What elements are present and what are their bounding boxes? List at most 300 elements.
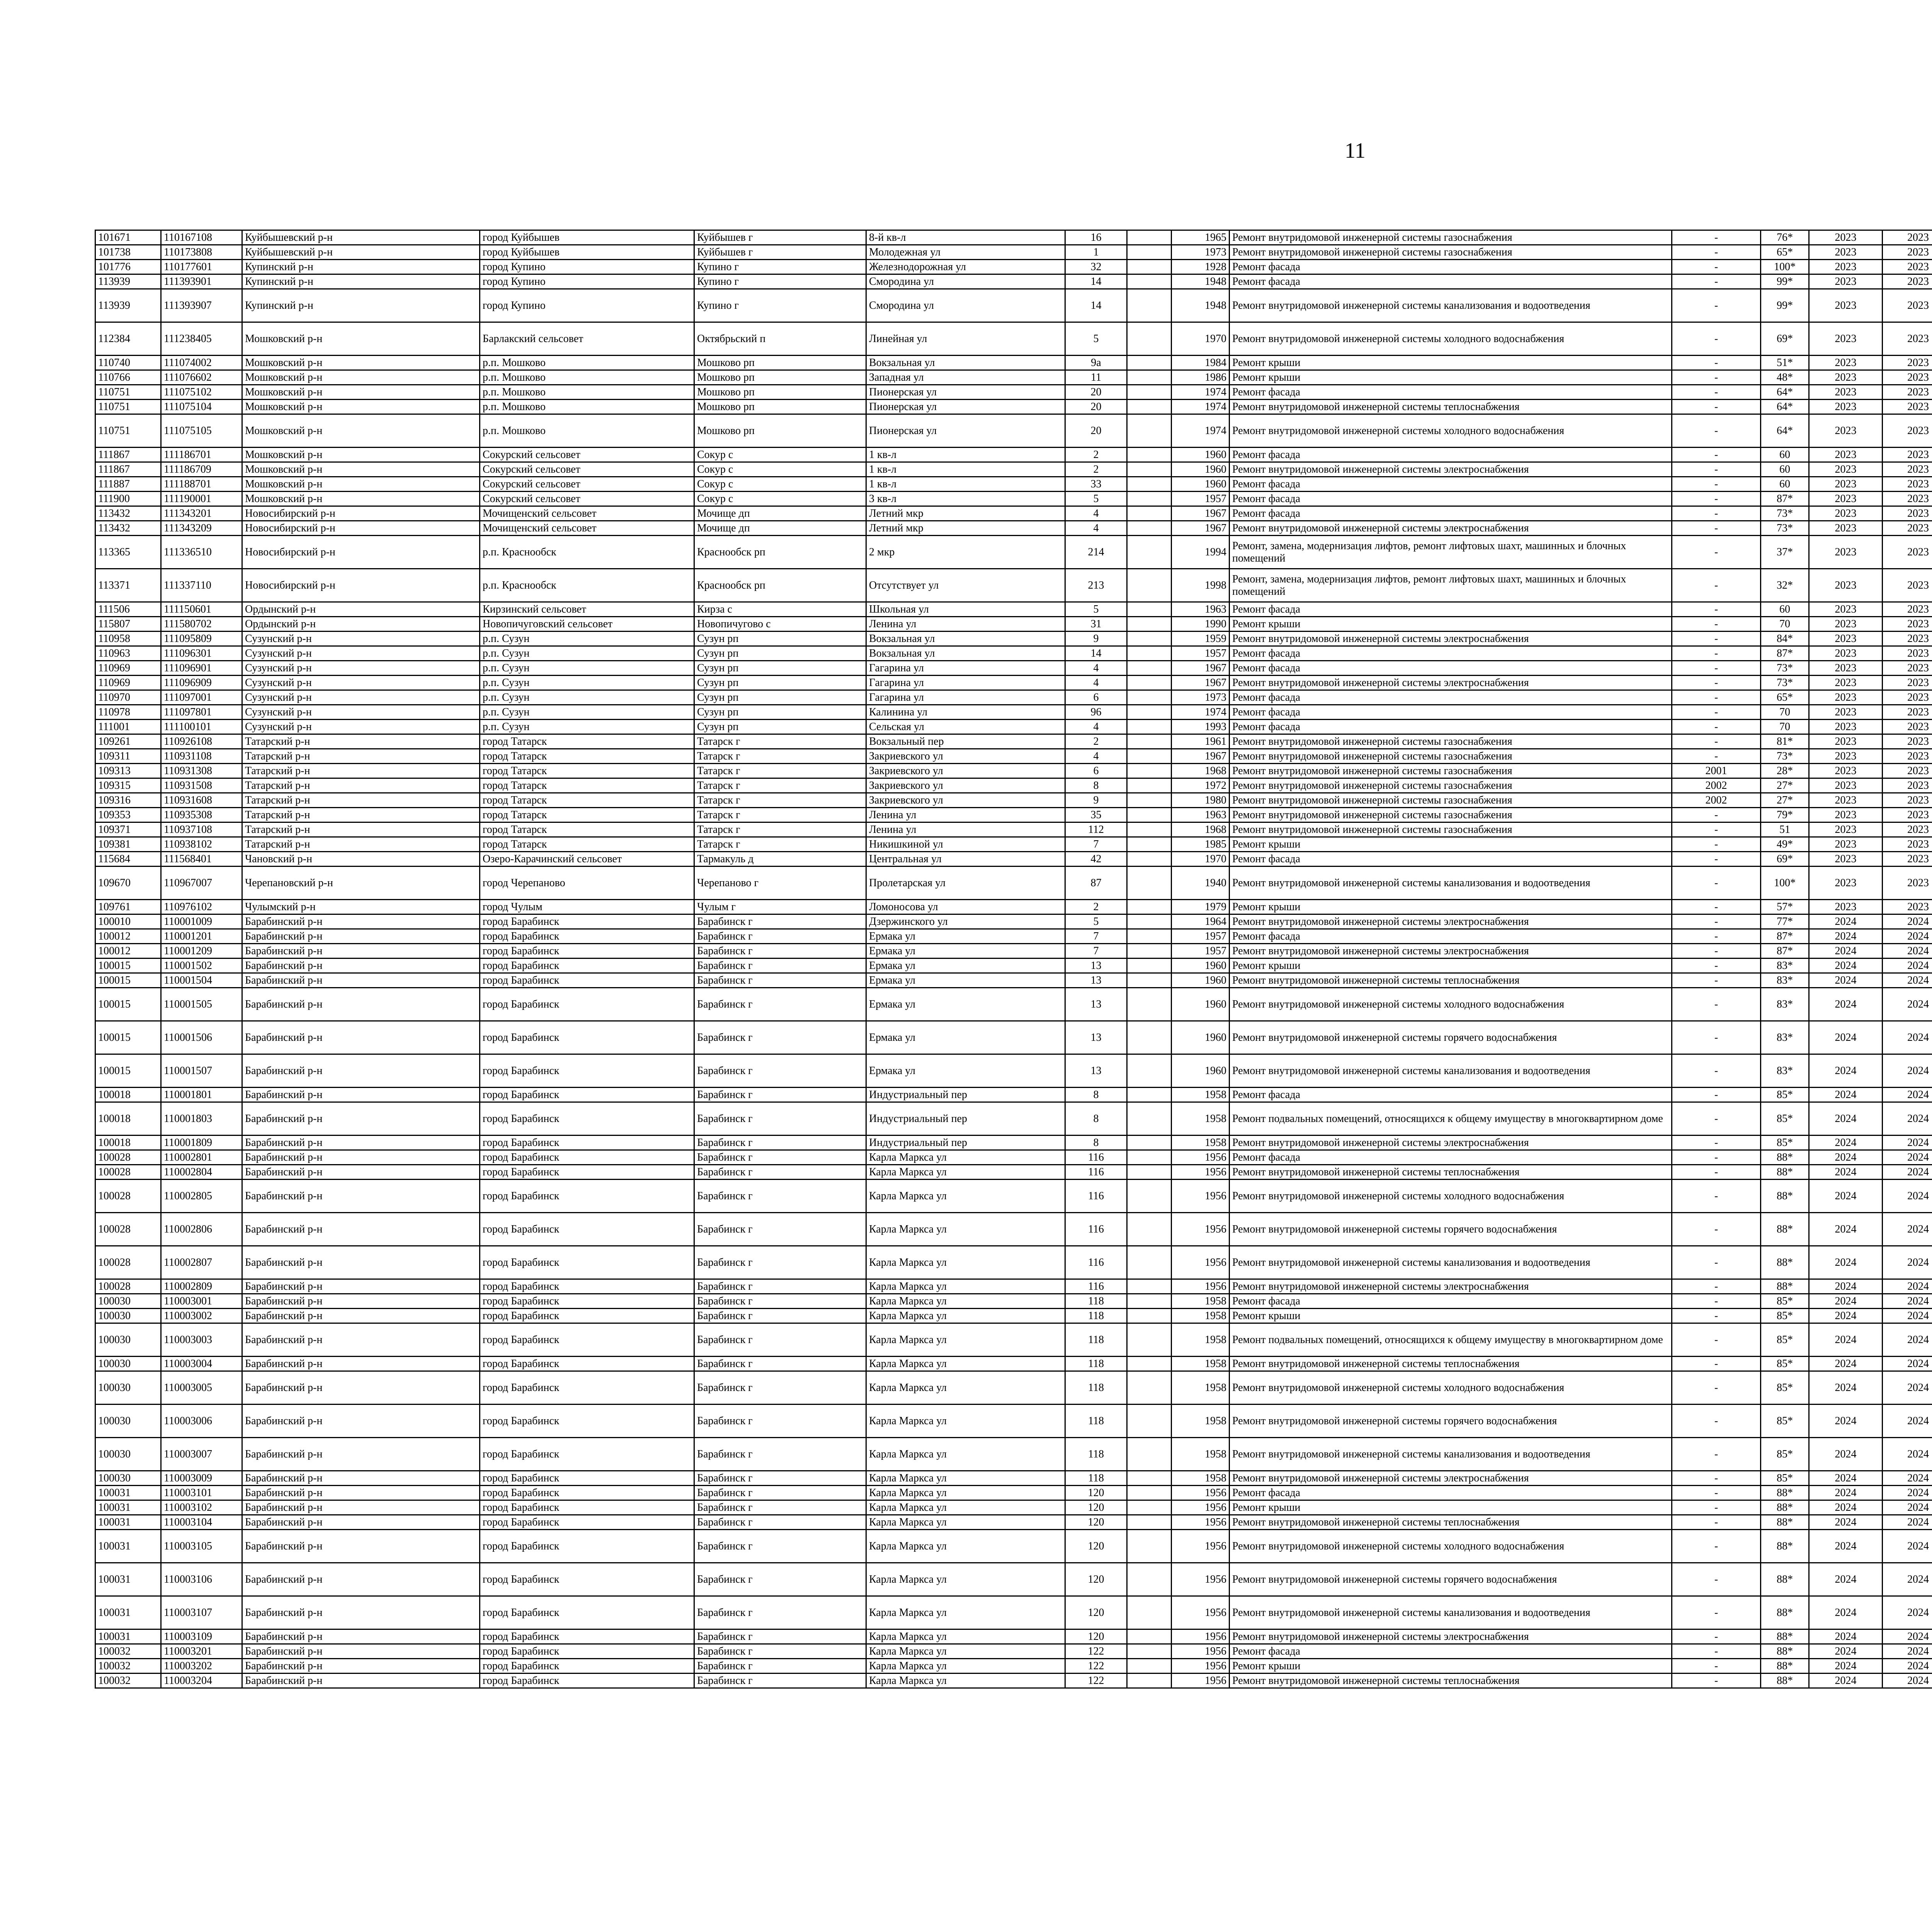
street-cell: Школьная ул: [866, 602, 1065, 617]
year-last-repair-cell: -: [1672, 661, 1761, 676]
plan-start-year-cell: 2024: [1809, 1500, 1883, 1515]
work-id-cell: 111188701: [161, 477, 242, 492]
work-type-cell: Ремонт внутридомовой инженерной системы газоснабжения: [1230, 245, 1672, 260]
year-last-repair-cell: -: [1672, 322, 1761, 356]
year-built-cell: 1957: [1172, 929, 1230, 944]
table-row: [95, 1150, 1932, 1165]
work-type-cell: Ремонт крыши: [1230, 370, 1672, 385]
municipality-cell: город Барабинск: [480, 1500, 694, 1515]
district-cell: Барабинский р-н: [242, 1054, 480, 1088]
house-id-cell: 110958: [95, 632, 161, 646]
table-row: [95, 929, 1932, 944]
table-row: [95, 808, 1932, 822]
street-cell: Пионерская ул: [866, 414, 1065, 448]
plan-end-year-cell: 2024: [1883, 1246, 1932, 1279]
table-row: [95, 1659, 1932, 1674]
work-id-cell: 111238405: [161, 322, 242, 356]
plan-start-year-cell: 2023: [1809, 720, 1883, 734]
work-type-cell: Ремонт, замена, модернизация лифтов, ремонт лифтовых шахт, машинных и блочных помещений: [1230, 536, 1672, 569]
year-built-cell: 1965: [1172, 230, 1230, 245]
work-type-cell: Ремонт внутридомовой инженерной системы газоснабжения: [1230, 749, 1672, 764]
table-row: [95, 1405, 1932, 1438]
street-cell: Отсутствует ул: [866, 569, 1065, 602]
plan-end-year-cell: 2023: [1883, 661, 1932, 676]
year-last-repair-cell: -: [1672, 676, 1761, 690]
year-built-cell: 1958: [1172, 1438, 1230, 1471]
plan-end-year-cell: 2024: [1883, 1150, 1932, 1165]
house-number-cell: 6: [1065, 764, 1127, 778]
table-row: [95, 837, 1932, 852]
municipality-cell: город Барабинск: [480, 1471, 694, 1486]
year-last-repair-cell: 2002: [1672, 793, 1761, 808]
table-row: [95, 973, 1932, 988]
plan-end-year-cell: 2023: [1883, 521, 1932, 536]
table-row: [95, 245, 1932, 260]
settlement-cell: Барабинск г: [694, 929, 866, 944]
house-id-cell: 110751: [95, 414, 161, 448]
building-cell: [1127, 569, 1172, 602]
building-cell: [1127, 506, 1172, 521]
settlement-cell: Барабинск г: [694, 1213, 866, 1246]
house-id-cell: 100018: [95, 1136, 161, 1150]
year-built-cell: 1956: [1172, 1213, 1230, 1246]
settlement-cell: Барабинск г: [694, 1486, 866, 1500]
street-cell: Гагарина ул: [866, 661, 1065, 676]
work-id-cell: 111186701: [161, 448, 242, 462]
house-number-cell: 4: [1065, 506, 1127, 521]
house-number-cell: 16: [1065, 230, 1127, 245]
building-cell: [1127, 929, 1172, 944]
building-cell: [1127, 1150, 1172, 1165]
street-cell: Карла Маркса ул: [866, 1279, 1065, 1294]
house-number-cell: 33: [1065, 477, 1127, 492]
plan-end-year-cell: 2023: [1883, 852, 1932, 867]
work-type-cell: Ремонт фасада: [1230, 1150, 1672, 1165]
wear-percent-cell: 85*: [1761, 1405, 1809, 1438]
work-type-cell: Ремонт внутридомовой инженерной системы канализования и водоотведения: [1230, 289, 1672, 322]
house-number-cell: 4: [1065, 676, 1127, 690]
work-type-cell: Ремонт крыши: [1230, 356, 1672, 370]
district-cell: Новосибирский р-н: [242, 521, 480, 536]
table-row: [95, 506, 1932, 521]
wear-percent-cell: 27*: [1761, 778, 1809, 793]
wear-percent-cell: 88*: [1761, 1515, 1809, 1530]
municipality-cell: город Барабинск: [480, 1054, 694, 1088]
municipality-cell: р.п. Сузун: [480, 646, 694, 661]
work-type-cell: Ремонт фасада: [1230, 646, 1672, 661]
table-row: [95, 1021, 1932, 1054]
year-built-cell: 1974: [1172, 705, 1230, 720]
street-cell: Центральная ул: [866, 852, 1065, 867]
wear-percent-cell: 32*: [1761, 569, 1809, 602]
work-id-cell: 110003201: [161, 1644, 242, 1659]
house-id-cell: 109761: [95, 900, 161, 914]
work-type-cell: Ремонт фасада: [1230, 492, 1672, 506]
street-cell: Закриевского ул: [866, 793, 1065, 808]
street-cell: Закриевского ул: [866, 778, 1065, 793]
plan-end-year-cell: 2024: [1883, 1500, 1932, 1515]
settlement-cell: Купино г: [694, 289, 866, 322]
district-cell: Мошковский р-н: [242, 492, 480, 506]
work-id-cell: 110003006: [161, 1405, 242, 1438]
house-number-cell: 8: [1065, 1102, 1127, 1136]
district-cell: Барабинский р-н: [242, 1674, 480, 1688]
year-last-repair-cell: -: [1672, 1357, 1761, 1371]
year-built-cell: 1956: [1172, 1563, 1230, 1596]
street-cell: Дзержинского ул: [866, 914, 1065, 929]
work-id-cell: 110003004: [161, 1357, 242, 1371]
table-row: [95, 632, 1932, 646]
year-built-cell: 1958: [1172, 1405, 1230, 1438]
year-built-cell: 1990: [1172, 617, 1230, 632]
year-built-cell: 1956: [1172, 1674, 1230, 1688]
plan-start-year-cell: 2024: [1809, 1644, 1883, 1659]
plan-start-year-cell: 2023: [1809, 536, 1883, 569]
settlement-cell: Сузун рп: [694, 690, 866, 705]
work-id-cell: 110001201: [161, 929, 242, 944]
work-id-cell: 110003104: [161, 1515, 242, 1530]
settlement-cell: Мошково рп: [694, 414, 866, 448]
settlement-cell: Октябрьский п: [694, 322, 866, 356]
street-cell: Индустриальный пер: [866, 1088, 1065, 1102]
year-last-repair-cell: -: [1672, 1323, 1761, 1357]
building-cell: [1127, 793, 1172, 808]
house-number-cell: 116: [1065, 1279, 1127, 1294]
municipality-cell: р.п. Сузун: [480, 661, 694, 676]
plan-start-year-cell: 2023: [1809, 356, 1883, 370]
building-cell: [1127, 1088, 1172, 1102]
work-type-cell: Ремонт подвальных помещений, относящихся к общему имуществу в многоквартирном доме: [1230, 1102, 1672, 1136]
street-cell: Пионерская ул: [866, 385, 1065, 400]
year-built-cell: 1974: [1172, 385, 1230, 400]
municipality-cell: город Татарск: [480, 808, 694, 822]
plan-end-year-cell: 2023: [1883, 289, 1932, 322]
plan-start-year-cell: 2023: [1809, 289, 1883, 322]
year-built-cell: 1956: [1172, 1629, 1230, 1644]
district-cell: Барабинский р-н: [242, 988, 480, 1021]
year-built-cell: 1956: [1172, 1246, 1230, 1279]
year-built-cell: 1956: [1172, 1165, 1230, 1180]
municipality-cell: город Барабинск: [480, 1596, 694, 1629]
district-cell: Мошковский р-н: [242, 370, 480, 385]
building-cell: [1127, 356, 1172, 370]
street-cell: Карла Маркса ул: [866, 1150, 1065, 1165]
year-last-repair-cell: -: [1672, 1674, 1761, 1688]
year-last-repair-cell: -: [1672, 1180, 1761, 1213]
table-row: [95, 1596, 1932, 1629]
house-number-cell: 213: [1065, 569, 1127, 602]
street-cell: Карла Маркса ул: [866, 1405, 1065, 1438]
capital-repair-table: [95, 230, 1932, 1689]
street-cell: Карла Маркса ул: [866, 1515, 1065, 1530]
building-cell: [1127, 1674, 1172, 1688]
street-cell: Никишкиной ул: [866, 837, 1065, 852]
plan-end-year-cell: 2023: [1883, 900, 1932, 914]
municipality-cell: город Барабинск: [480, 1309, 694, 1323]
house-number-cell: 120: [1065, 1486, 1127, 1500]
street-cell: Железнодорожная ул: [866, 260, 1065, 274]
municipality-cell: город Барабинск: [480, 1165, 694, 1180]
plan-end-year-cell: 2024: [1883, 929, 1932, 944]
year-last-repair-cell: -: [1672, 448, 1761, 462]
work-id-cell: 111075104: [161, 400, 242, 414]
wear-percent-cell: 88*: [1761, 1213, 1809, 1246]
house-id-cell: 100030: [95, 1471, 161, 1486]
building-cell: [1127, 230, 1172, 245]
plan-start-year-cell: 2023: [1809, 734, 1883, 749]
work-id-cell: 111096301: [161, 646, 242, 661]
settlement-cell: Новопичугово с: [694, 617, 866, 632]
table-row: [95, 852, 1932, 867]
year-built-cell: 1974: [1172, 414, 1230, 448]
work-type-cell: Ремонт внутридомовой инженерной системы канализования и водоотведения: [1230, 1054, 1672, 1088]
settlement-cell: Татарск г: [694, 793, 866, 808]
wear-percent-cell: 65*: [1761, 245, 1809, 260]
district-cell: Барабинский р-н: [242, 1246, 480, 1279]
work-id-cell: 110976102: [161, 900, 242, 914]
work-id-cell: 110001209: [161, 944, 242, 958]
settlement-cell: Мошково рп: [694, 356, 866, 370]
year-built-cell: 1956: [1172, 1530, 1230, 1563]
wear-percent-cell: 83*: [1761, 1054, 1809, 1088]
street-cell: Линейная ул: [866, 322, 1065, 356]
plan-start-year-cell: 2023: [1809, 690, 1883, 705]
municipality-cell: Сокурский сельсовет: [480, 462, 694, 477]
year-built-cell: 1984: [1172, 356, 1230, 370]
work-type-cell: Ремонт внутридомовой инженерной системы электроснабжения: [1230, 944, 1672, 958]
plan-start-year-cell: 2023: [1809, 676, 1883, 690]
wear-percent-cell: 88*: [1761, 1486, 1809, 1500]
year-last-repair-cell: -: [1672, 1165, 1761, 1180]
work-id-cell: 111393907: [161, 289, 242, 322]
district-cell: Сузунский р-н: [242, 632, 480, 646]
house-number-cell: 14: [1065, 646, 1127, 661]
district-cell: Ордынский р-н: [242, 602, 480, 617]
year-last-repair-cell: -: [1672, 1486, 1761, 1500]
house-id-cell: 101776: [95, 260, 161, 274]
building-cell: [1127, 988, 1172, 1021]
municipality-cell: город Барабинск: [480, 1246, 694, 1279]
plan-start-year-cell: 2024: [1809, 1371, 1883, 1405]
work-type-cell: Ремонт внутридомовой инженерной системы электроснабжения: [1230, 914, 1672, 929]
table-row: [95, 230, 1932, 245]
street-cell: Карла Маркса ул: [866, 1165, 1065, 1180]
house-id-cell: 100031: [95, 1500, 161, 1515]
table-row: [95, 867, 1932, 900]
work-id-cell: 110002805: [161, 1180, 242, 1213]
house-id-cell: 100028: [95, 1150, 161, 1165]
year-last-repair-cell: -: [1672, 536, 1761, 569]
house-id-cell: 100031: [95, 1530, 161, 1563]
settlement-cell: Мочище дп: [694, 506, 866, 521]
house-id-cell: 100030: [95, 1294, 161, 1309]
house-number-cell: 13: [1065, 1054, 1127, 1088]
work-type-cell: Ремонт внутридомовой инженерной системы горячего водоснабжения: [1230, 1021, 1672, 1054]
settlement-cell: Барабинск г: [694, 1530, 866, 1563]
house-number-cell: 87: [1065, 867, 1127, 900]
wear-percent-cell: 60: [1761, 602, 1809, 617]
wear-percent-cell: 85*: [1761, 1136, 1809, 1150]
year-last-repair-cell: -: [1672, 260, 1761, 274]
plan-end-year-cell: 2023: [1883, 617, 1932, 632]
wear-percent-cell: 28*: [1761, 764, 1809, 778]
street-cell: Карла Маркса ул: [866, 1629, 1065, 1644]
year-last-repair-cell: -: [1672, 569, 1761, 602]
settlement-cell: Сокур с: [694, 477, 866, 492]
plan-start-year-cell: 2023: [1809, 852, 1883, 867]
plan-end-year-cell: 2023: [1883, 506, 1932, 521]
municipality-cell: Сокурский сельсовет: [480, 477, 694, 492]
building-cell: [1127, 385, 1172, 400]
settlement-cell: Барабинск г: [694, 958, 866, 973]
work-id-cell: 111074002: [161, 356, 242, 370]
work-id-cell: 110003005: [161, 1371, 242, 1405]
settlement-cell: Барабинск г: [694, 973, 866, 988]
house-id-cell: 100032: [95, 1644, 161, 1659]
table-row: [95, 1054, 1932, 1088]
work-type-cell: Ремонт внутридомовой инженерной системы канализования и водоотведения: [1230, 1596, 1672, 1629]
street-cell: Вокзальная ул: [866, 356, 1065, 370]
wear-percent-cell: 83*: [1761, 988, 1809, 1021]
building-cell: [1127, 1659, 1172, 1674]
settlement-cell: Кирза с: [694, 602, 866, 617]
plan-start-year-cell: 2023: [1809, 900, 1883, 914]
year-built-cell: 1960: [1172, 973, 1230, 988]
year-built-cell: 1967: [1172, 661, 1230, 676]
house-id-cell: 110978: [95, 705, 161, 720]
house-number-cell: 13: [1065, 973, 1127, 988]
building-cell: [1127, 690, 1172, 705]
wear-percent-cell: 60: [1761, 462, 1809, 477]
work-type-cell: Ремонт фасада: [1230, 602, 1672, 617]
work-id-cell: 110931108: [161, 749, 242, 764]
district-cell: Сузунский р-н: [242, 661, 480, 676]
table-row: [95, 1165, 1932, 1180]
house-id-cell: 100010: [95, 914, 161, 929]
plan-start-year-cell: 2023: [1809, 492, 1883, 506]
house-number-cell: 116: [1065, 1246, 1127, 1279]
house-id-cell: 110740: [95, 356, 161, 370]
plan-start-year-cell: 2024: [1809, 1246, 1883, 1279]
municipality-cell: р.п. Сузун: [480, 705, 694, 720]
house-id-cell: 111867: [95, 462, 161, 477]
year-last-repair-cell: -: [1672, 462, 1761, 477]
wear-percent-cell: 85*: [1761, 1438, 1809, 1471]
work-id-cell: 111190001: [161, 492, 242, 506]
year-built-cell: 1957: [1172, 492, 1230, 506]
building-cell: [1127, 1438, 1172, 1471]
table-row: [95, 462, 1932, 477]
work-id-cell: 110931608: [161, 793, 242, 808]
wear-percent-cell: 85*: [1761, 1323, 1809, 1357]
table-row: [95, 1629, 1932, 1644]
work-type-cell: Ремонт подвальных помещений, относящихся к общему имуществу в многоквартирном доме: [1230, 1323, 1672, 1357]
wear-percent-cell: 73*: [1761, 521, 1809, 536]
plan-end-year-cell: 2023: [1883, 356, 1932, 370]
work-id-cell: 111150601: [161, 602, 242, 617]
table-row: [95, 1088, 1932, 1102]
street-cell: Смородина ул: [866, 274, 1065, 289]
settlement-cell: Барабинск г: [694, 1323, 866, 1357]
house-number-cell: 122: [1065, 1644, 1127, 1659]
year-built-cell: 1968: [1172, 764, 1230, 778]
municipality-cell: город Барабинск: [480, 929, 694, 944]
wear-percent-cell: 88*: [1761, 1165, 1809, 1180]
settlement-cell: Мочище дп: [694, 521, 866, 536]
work-type-cell: Ремонт крыши: [1230, 900, 1672, 914]
settlement-cell: Барабинск г: [694, 988, 866, 1021]
plan-start-year-cell: 2024: [1809, 1405, 1883, 1438]
settlement-cell: Барабинск г: [694, 1136, 866, 1150]
wear-percent-cell: 79*: [1761, 808, 1809, 822]
building-cell: [1127, 1530, 1172, 1563]
wear-percent-cell: 76*: [1761, 230, 1809, 245]
table-row: [95, 492, 1932, 506]
house-id-cell: 110766: [95, 370, 161, 385]
municipality-cell: Сокурский сельсовет: [480, 492, 694, 506]
house-id-cell: 113365: [95, 536, 161, 569]
street-cell: Калинина ул: [866, 705, 1065, 720]
settlement-cell: Сокур с: [694, 462, 866, 477]
district-cell: Мошковский р-н: [242, 356, 480, 370]
building-cell: [1127, 1323, 1172, 1357]
district-cell: Барабинский р-н: [242, 973, 480, 988]
table-row: [95, 1136, 1932, 1150]
building-cell: [1127, 477, 1172, 492]
settlement-cell: Чулым г: [694, 900, 866, 914]
district-cell: Мошковский р-н: [242, 414, 480, 448]
district-cell: Барабинский р-н: [242, 944, 480, 958]
plan-end-year-cell: 2024: [1883, 1294, 1932, 1309]
year-built-cell: 1958: [1172, 1102, 1230, 1136]
building-cell: [1127, 521, 1172, 536]
work-id-cell: 110967007: [161, 867, 242, 900]
year-last-repair-cell: -: [1672, 1438, 1761, 1471]
building-cell: [1127, 602, 1172, 617]
work-id-cell: 111580702: [161, 617, 242, 632]
plan-end-year-cell: 2024: [1883, 973, 1932, 988]
house-number-cell: 118: [1065, 1357, 1127, 1371]
year-last-repair-cell: -: [1672, 1596, 1761, 1629]
street-cell: 8-й кв-л: [866, 230, 1065, 245]
year-last-repair-cell: 2002: [1672, 778, 1761, 793]
house-id-cell: 111900: [95, 492, 161, 506]
table-row: [95, 1371, 1932, 1405]
table-row: [95, 385, 1932, 400]
work-id-cell: 110003007: [161, 1438, 242, 1471]
plan-start-year-cell: 2023: [1809, 569, 1883, 602]
table-row: [95, 356, 1932, 370]
plan-end-year-cell: 2024: [1883, 1021, 1932, 1054]
plan-start-year-cell: 2023: [1809, 414, 1883, 448]
wear-percent-cell: 57*: [1761, 900, 1809, 914]
building-cell: [1127, 837, 1172, 852]
district-cell: Барабинский р-н: [242, 1530, 480, 1563]
municipality-cell: город Татарск: [480, 822, 694, 837]
work-type-cell: Ремонт внутридомовой инженерной системы холодного водоснабжения: [1230, 1530, 1672, 1563]
table-row: [95, 1674, 1932, 1688]
year-last-repair-cell: 2001: [1672, 764, 1761, 778]
building-cell: [1127, 720, 1172, 734]
municipality-cell: р.п. Мошково: [480, 356, 694, 370]
settlement-cell: Краснообск рп: [694, 569, 866, 602]
municipality-cell: город Барабинск: [480, 914, 694, 929]
district-cell: Купинский р-н: [242, 274, 480, 289]
table-row: [95, 477, 1932, 492]
house-id-cell: 100015: [95, 973, 161, 988]
table-row: [95, 1180, 1932, 1213]
year-last-repair-cell: -: [1672, 245, 1761, 260]
